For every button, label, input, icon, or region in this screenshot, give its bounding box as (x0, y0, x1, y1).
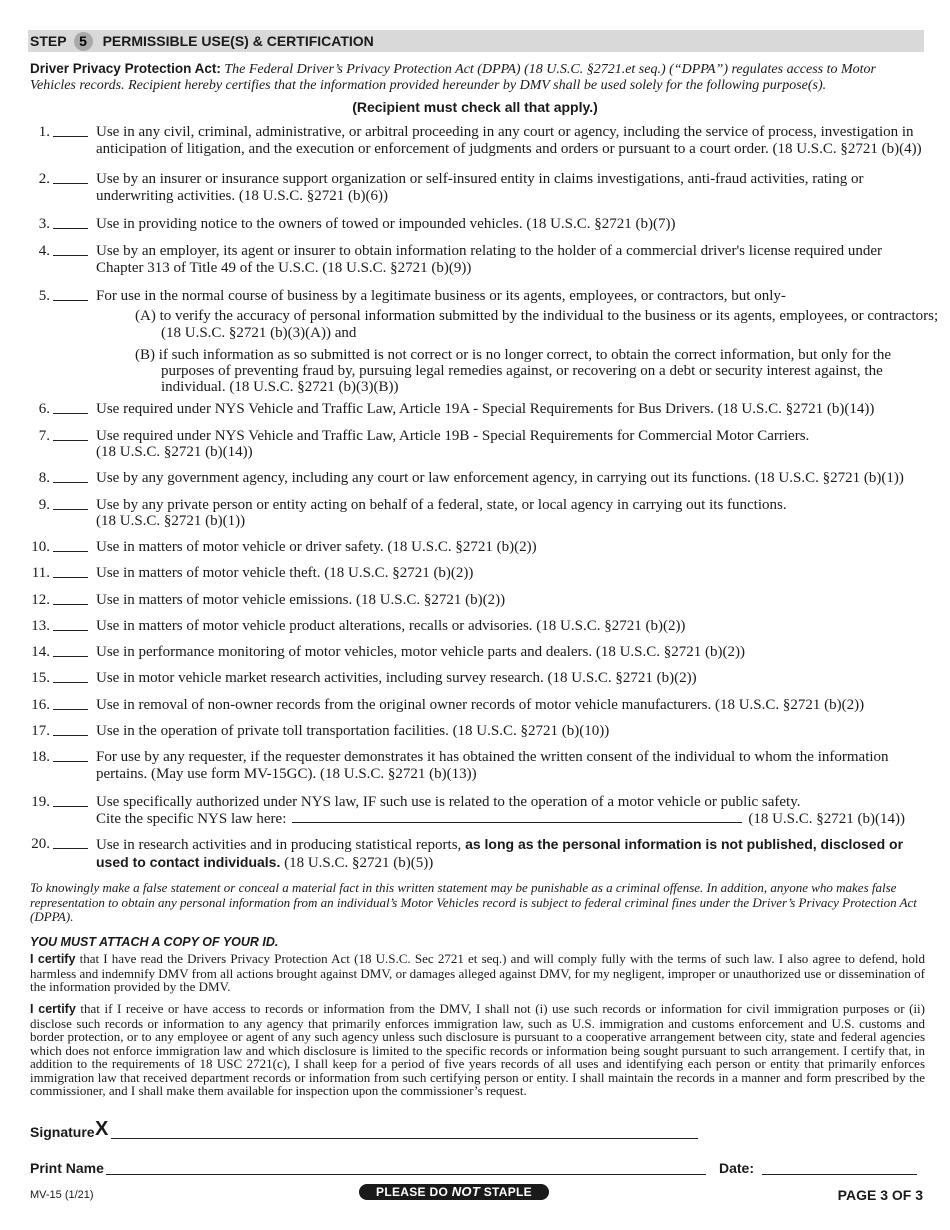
item-text: Use in motor vehicle market research activities, including survey research. (18 U.S.C. §2721 (b)(2)) (96, 670, 697, 686)
item-text: Use in the operation of private toll transportation facilities. (18 U.S.C. §2721 (b)(10)) (96, 723, 610, 739)
item-number: 2. (38, 171, 50, 187)
item-text: Use in removal of non-owner records from the original owner records of motor vehicle manufacturers. (18 U.S.C. §2721 (b)(2)) (96, 697, 865, 713)
date-field[interactable] (762, 1174, 917, 1175)
item-number: 13. (31, 618, 50, 634)
item-7-block (96, 428, 924, 460)
item-number: 12. (31, 592, 50, 608)
item-number: 14. (31, 644, 50, 660)
item-text-cont: (18 U.S.C. §2721 (b)(14)) (96, 444, 253, 460)
check-blank[interactable] (53, 806, 88, 807)
item-number: 15. (31, 670, 50, 686)
false-statement-warning: To knowingly make a false statement or conceal a material fact in this written statement may be punishable as a criminal offense. In addition, anyone who makes false representation to obtain any personal information from an individual’s Motor Vehicles record is subject to federal criminal fines under the Driver’s Privacy Protection Act (DPPA). (30, 880, 917, 924)
item-number: 5. (38, 288, 50, 304)
step-number: 5 (74, 32, 93, 51)
check-blank[interactable] (53, 413, 88, 414)
item-text: Use by any government agency, including any court or law enforcement agency, in carrying out its functions. (18 U.S.C. §2721 (b)(1)) (96, 470, 904, 486)
check-blank[interactable] (53, 136, 88, 137)
item-text: Use required under NYS Vehicle and Traffic Law, Article 19B - Special Requirements for Commercial Motor Carriers. (96, 428, 810, 444)
cite-label: Cite the specific NYS law here: (96, 811, 287, 827)
nys-law-field[interactable] (292, 810, 742, 823)
step-title: PERMISSIBLE USE(S) & CERTIFICATION (102, 33, 374, 49)
check-blank[interactable] (53, 630, 88, 631)
cert-body: that if I receive or have access to records or information from the DMV, I shall not (i) use such records or information for civil immigration purposes or (ii) disclose such records or information to any agency that primarily enforces immigration law, such as U.S. immigration and customs enforcement and U.S. customs and border protection, or to any employee or agent of any such agency unless such disclosure is pursuant to a cooperative arrangement between city, state and federal agencies which does not enforce immigration law and which disclosure is limited to the specific records or information being sought pursuant to such arrangement. I certify that, in addition to the requirements of 18 USC 2721(c), I shall keep for a period of five years records of all uses and identifying each person or entity that primarily enforces immigration law that received department records or information from such certifying person or entity. I shall maintain the records in a manner and form prescribed by the commissioner, and I shall make them available for inspection upon the commissioner’s request. (30, 1001, 925, 1098)
item-text: For use by any requester, if the requester demonstrates it has obtained the written consent of the individual to whom the information pertains. (May use form MV-15GC). (18 U.S.C. §2721 (b)(13)) (96, 749, 889, 782)
item-number: 19. (31, 794, 50, 810)
check-blank[interactable] (53, 682, 88, 683)
item-text: Use in providing notice to the owners of towed or impounded vehicles. (18 U.S.C. §2721 (b)(7)) (96, 216, 676, 232)
check-blank[interactable] (53, 228, 88, 229)
intro-lead: Driver Privacy Protection Act: (30, 61, 221, 76)
cite-suffix: (18 U.S.C. §2721 (b)(14)) (748, 811, 906, 827)
item-text: Use specifically authorized under NYS law, IF such use is related to the operation of a motor vehicle or public safety. (96, 794, 801, 810)
item-text: Use in research activities and in producing statistical reports, (96, 837, 462, 853)
staple-text-post: STAPLE (480, 1185, 532, 1199)
item-text-bold: as long as the personal information is not published, disclosed or used to contact individuals. (96, 836, 904, 870)
item-number: 7. (38, 428, 50, 444)
do-not-staple-badge (359, 1184, 549, 1200)
item-number: 18. (31, 749, 50, 765)
item-number: 9. (38, 497, 50, 513)
step-header (28, 30, 924, 52)
check-blank[interactable] (53, 300, 88, 301)
item-text: Use by an employer, its agent or insurer to obtain information relating to the holder of a commercial driver's license required under Chapter 313 of Title 49 of the U.S.C. (18 U.S.C. §2721 (b)(9)) (96, 243, 883, 276)
item-text-tail: (18 U.S.C. §2721 (b)(5)) (284, 855, 434, 871)
item-number: 17. (31, 723, 50, 739)
check-blank[interactable] (53, 577, 88, 578)
certification-1 (30, 952, 925, 994)
check-blank[interactable] (53, 551, 88, 552)
staple-text-not: NOT (451, 1184, 481, 1199)
item-text: For use in the normal course of business by a legitimate business or its agents, employees, or contractors, but only- (96, 288, 786, 304)
item-number: 20. (31, 836, 50, 852)
item-9-block (96, 497, 924, 529)
check-blank[interactable] (53, 482, 88, 483)
check-blank[interactable] (53, 761, 88, 762)
cert-lead: I certify (30, 952, 76, 966)
item-number: 3. (38, 216, 50, 232)
item-text: Use in matters of motor vehicle theft. (18 U.S.C. §2721 (b)(2)) (96, 565, 474, 581)
certification-2 (30, 1002, 925, 1098)
recipient-note: (Recipient must check all that apply.) (352, 99, 598, 115)
item-text: Use by an insurer or insurance support organization or self-insured entity in claims investigations, anti-fraud activities, rating or underwriting activities. (18 U.S.C. §2721 (b)(6)) (96, 171, 864, 204)
intro-body: The Federal Driver’s Privacy Protection Act (DPPA) (18 U.S.C. §2721.et seq.) (“DPPA”) regulates access to Motor Vehicles records. Recipient hereby certifies that the information provided hereunder by DMV shall be used solely for the following purpose(s). (30, 62, 876, 93)
item-text: Use in matters of motor vehicle or driver safety. (18 U.S.C. §2721 (b)(2)) (96, 539, 537, 555)
check-blank[interactable] (53, 255, 88, 256)
item-20-block (96, 836, 924, 872)
signature-x-mark: X (95, 1118, 109, 1140)
signature-label: Signature (30, 1124, 95, 1140)
check-blank[interactable] (53, 604, 88, 605)
item-text: Use by any private person or entity acting on behalf of a federal, state, or local agency in carrying out its functions. (96, 497, 787, 513)
item-text: Use in performance monitoring of motor vehicles, motor vehicle parts and dealers. (18 U.S.C. §2721 (b)(2)) (96, 644, 745, 660)
check-blank[interactable] (53, 183, 88, 184)
item-5-block (96, 288, 939, 395)
cert-lead: I certify (30, 1002, 76, 1016)
item-text: Use in matters of motor vehicle emissions. (18 U.S.C. §2721 (b)(2)) (96, 592, 506, 608)
form-id: MV-15 (1/21) (30, 1189, 94, 1201)
check-blank[interactable] (53, 848, 88, 849)
staple-text-pre: PLEASE DO (376, 1185, 452, 1199)
cert-body: that I have read the Drivers Privacy Protection Act (18 U.S.C. Sec 2721 et seq.) and will comply fully with the terms of such law. I also agree to defend, hold harmless and indemnify DMV from all actions brought against DMV, or damages alleged against DMV, for my negligent, improper or unauthorized use or dissemination of the information provided by the DMV. (30, 951, 926, 994)
item-number: 4. (38, 243, 50, 259)
item-number: 10. (31, 539, 50, 555)
signature-field[interactable] (111, 1138, 698, 1139)
item-19-block (96, 794, 924, 827)
cite-row (96, 810, 924, 827)
page-number: PAGE 3 OF 3 (837, 1187, 923, 1203)
print-name-label: Print Name (30, 1160, 104, 1176)
item-number: 6. (38, 401, 50, 417)
intro-paragraph (30, 61, 925, 94)
item-number: 1. (38, 124, 50, 140)
attach-id-note: YOU MUST ATTACH A COPY OF YOUR ID. (30, 935, 279, 949)
check-blank[interactable] (53, 709, 88, 710)
item-number: 11. (31, 565, 50, 581)
item-number: 8. (38, 470, 50, 486)
item-5-sub-b: (B) if such information as so submitted is not correct or is no longer correct, to obtain the correct information, but only for the purposes of preventing fraud by, pursuing legal remedies against, or recovering on a debt or security interest against, the individual. (18 U.S.C. §2721 (b)(3)(B)) (135, 347, 892, 395)
item-text: Use in any civil, criminal, administrative, or arbitral proceeding in any court or agency, including the service of process, investigation in anticipation of litigation, and the execution or enforcement of judgments and orders or pursuant to a court order. (18 U.S.C. §2721 (b)(4)) (96, 124, 922, 157)
item-text-cont: (18 U.S.C. §2721 (b)(1)) (96, 513, 246, 529)
check-blank[interactable] (53, 440, 88, 441)
check-blank[interactable] (53, 509, 88, 510)
item-number: 16. (31, 697, 50, 713)
date-label: Date: (719, 1160, 755, 1176)
item-5-sub-a: (A) to verify the accuracy of personal information submitted by the individual to the business or its agents, employees, or contractors; (18 U.S.C. §2721 (b)(3)(A)) and (135, 308, 939, 341)
item-text: Use in matters of motor vehicle product alterations, recalls or advisories. (18 U.S.C. §2721 (b)(2)) (96, 618, 686, 634)
check-blank[interactable] (53, 735, 88, 736)
step-word: STEP (30, 33, 67, 49)
print-name-field[interactable] (106, 1174, 706, 1175)
check-blank[interactable] (53, 656, 88, 657)
item-text: Use required under NYS Vehicle and Traffic Law, Article 19A - Special Requirements for Bus Drivers. (18 U.S.C. §2721 (b)(14)) (96, 401, 875, 417)
